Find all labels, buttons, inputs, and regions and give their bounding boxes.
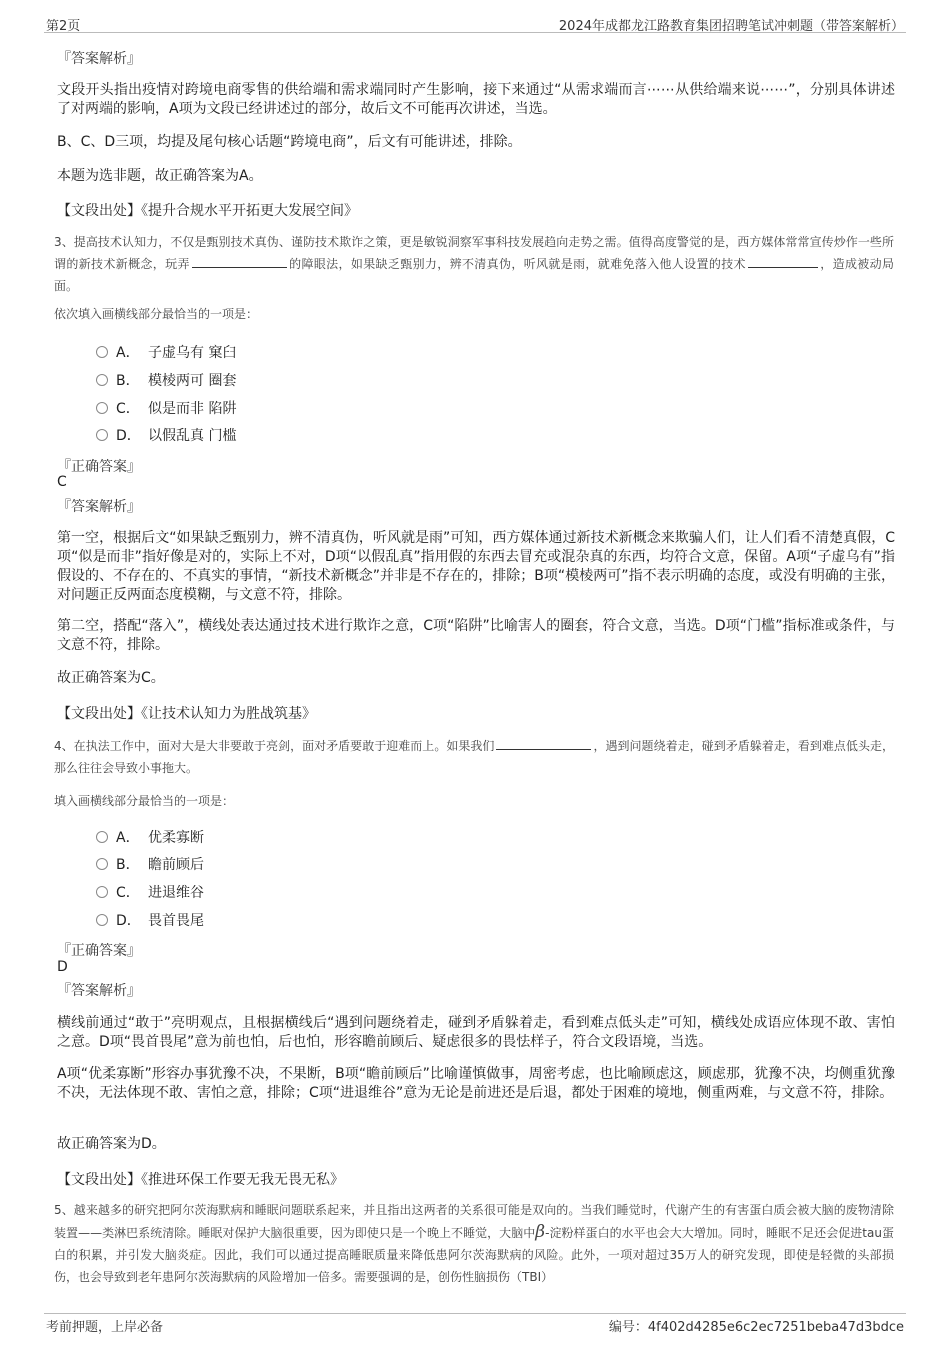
analysis-label: 『答案解析』: [57, 983, 141, 999]
q3-option-b[interactable]: B． 模棱两可 圈套: [96, 370, 236, 390]
correct-answer-label: 『正确答案』: [57, 943, 141, 959]
q5-stem: 5、越来越多的研究把阿尔茨海默病和睡眠问题联系起来，并且指出这两者的关系很可能是双向的。当我们睡觉时，代谢产生的有害蛋白质会被大脑的废物清除装置——类淋巴系统清除。睡眠对保护大脑很重要，因为即使只是一个晚上不睡觉，大脑中β-淀粉样蛋白的水平也会大大增加。同时，睡眠不足还会促进tau蛋白的积累，并引发大脑炎症。因此，我们可以通过提高睡眠质量来降低患阿尔茨海默病的风险。此外，一项对超过35万人的研究发现，即使是轻微的头部损伤，也会导致到老年患阿尔茨海默病的风险增加一倍多。需要强调的是，创伤性脑损伤（TBI）: [54, 1203, 894, 1284]
q2-analysis-p3: 本题为选非题，故正确答案为A。: [57, 168, 263, 184]
q4-option-a[interactable]: A． 优柔寡断: [96, 827, 204, 847]
q4-blank: [496, 737, 591, 750]
footer-slogan: 考前押题，上岸必备: [46, 1320, 164, 1335]
q3-stem: 3、提高技术认知力，不仅是甄别技术真伪、谨防技术欺诈之策，更是敏锐洞察军事科技发展趋向走势之需。值得高度警觉的是，西方媒体常常宣传炒作一些所谓的新技术新概念，玩弄 的障眼法，如果缺乏甄别力，辨不清真伪，听风就是雨，就难免落入他人设置的技术 ，造成被动局面。: [54, 235, 894, 293]
beta-symbol: β: [535, 1222, 546, 1242]
radio-icon[interactable]: [96, 374, 108, 386]
radio-icon[interactable]: [96, 429, 108, 441]
page-number: 第2页: [46, 19, 81, 34]
document-title: 2024年成都龙江路教育集团招聘笔试冲刺题（带答案解析）: [558, 19, 904, 34]
analysis-label: 『答案解析』: [57, 499, 141, 515]
q3-analysis-p3: 故正确答案为C。: [57, 670, 165, 686]
radio-icon[interactable]: [96, 346, 108, 358]
q4-option-b[interactable]: B． 瞻前顾后: [96, 854, 204, 874]
q4-source: 【文段出处】《推进环保工作要无我无畏无私》: [57, 1172, 344, 1188]
q3-answer: C: [57, 474, 67, 490]
q4-option-d[interactable]: D． 畏首畏尾: [96, 910, 204, 930]
radio-icon[interactable]: [96, 831, 108, 843]
q4-option-c[interactable]: C． 进退维谷: [96, 882, 204, 902]
radio-icon[interactable]: [96, 858, 108, 870]
q3-option-c[interactable]: C． 似是而非 陷阱: [96, 398, 236, 418]
document-id: 编号：4f402d4285e6c2ec7251beba47d3bdce: [608, 1320, 904, 1335]
q3-analysis-p1: 第一空，根据后文“如果缺乏甄别力，辨不清真伪，听风就是雨”可知，西方媒体通过新技术新概念来欺骗人们，让人们看不清楚真假，C项“似是而非”指好像是对的，实际上不对，D项“以假乱真”指用假的东西去冒充或混杂真的东西，均符合文意，保留。A项“子虚乌有”指假设的、不存在的、不真实的事情，“新技术新概念”并非是不存在的，排除；B项“模棱两可”指不表示明确的态度，或没有明确的主张，对问题正反两面态度模糊，与文意不符，排除。: [57, 530, 895, 603]
q2-analysis-p2: B、C、D三项，均提及尾句核心话题“跨境电商”，后文有可能讲述，排除。: [57, 134, 522, 150]
radio-icon[interactable]: [96, 914, 108, 926]
q4-analysis-p3: 故正确答案为D。: [57, 1136, 166, 1152]
q4-analysis-p1: 横线前通过“敢于”亮明观点，且根据横线后“遇到问题绕着走，碰到矛盾躲着走，看到难点低头走”可知，横线处成语应体现不敢、害怕之意。D项“畏首畏尾”意为前也怕，后也怕，形容瞻前顾后、疑虑很多的畏怯样子，符合文段语境，当选。: [57, 1015, 895, 1050]
q3-blank-1: [192, 255, 287, 268]
radio-icon[interactable]: [96, 402, 108, 414]
page-footer: [44, 1313, 906, 1334]
radio-icon[interactable]: [96, 886, 108, 898]
q3-instruction: 依次填入画横线部分最恰当的一项是：: [54, 307, 259, 321]
q3-option-a[interactable]: A． 子虚乌有 窠臼: [96, 342, 236, 362]
q4-analysis-p2: A项“优柔寡断”形容办事犹豫不决，不果断，B项“瞻前顾后”比喻谨慎做事，周密考虑，也比喻顾虑这，顾虑那，犹豫不决，均侧重犹豫不决，无法体现不敢、害怕之意，排除；C项“进退维谷”意为无论是前进还是后退，都处于困难的境地，侧重两难，与文意不符，排除。: [57, 1066, 895, 1101]
q2-source: 【文段出处】《提升合规水平开拓更大发展空间》: [57, 203, 358, 219]
q3-blank-2: [748, 255, 818, 268]
q3-option-d[interactable]: D． 以假乱真 门槛: [96, 425, 236, 445]
page-header: [44, 12, 906, 33]
correct-answer-label: 『正确答案』: [57, 459, 141, 475]
analysis-label: 『答案解析』: [57, 51, 141, 67]
q4-answer: D: [57, 959, 68, 975]
q4-stem: 4、在执法工作中，面对大是大非要敢于亮剑，面对矛盾要敢于迎难而上。如果我们 ，遇到问题绕着走，碰到矛盾躲着走，看到难点低头走，那么往往会导致小事拖大。: [54, 739, 894, 775]
q2-analysis-p1: 文段开头指出疫情对跨境电商零售的供给端和需求端同时产生影响，接下来通过“从需求端而言⋯⋯从供给端来说⋯⋯”，分别具体讲述了对两端的影响，A项为文段已经讲述过的部分，故后文不可能再次讲述，当选。: [57, 82, 895, 117]
q3-analysis-p2: 第二空，搭配“落入”，横线处表达通过技术进行欺诈之意，C项“陷阱”比喻害人的圈套，符合文意，当选。D项“门槛”指标准或条件，与文意不符，排除。: [57, 618, 895, 653]
q4-instruction: 填入画横线部分最恰当的一项是：: [54, 794, 235, 808]
q3-source: 【文段出处】《让技术认知力为胜战筑基》: [57, 706, 316, 722]
